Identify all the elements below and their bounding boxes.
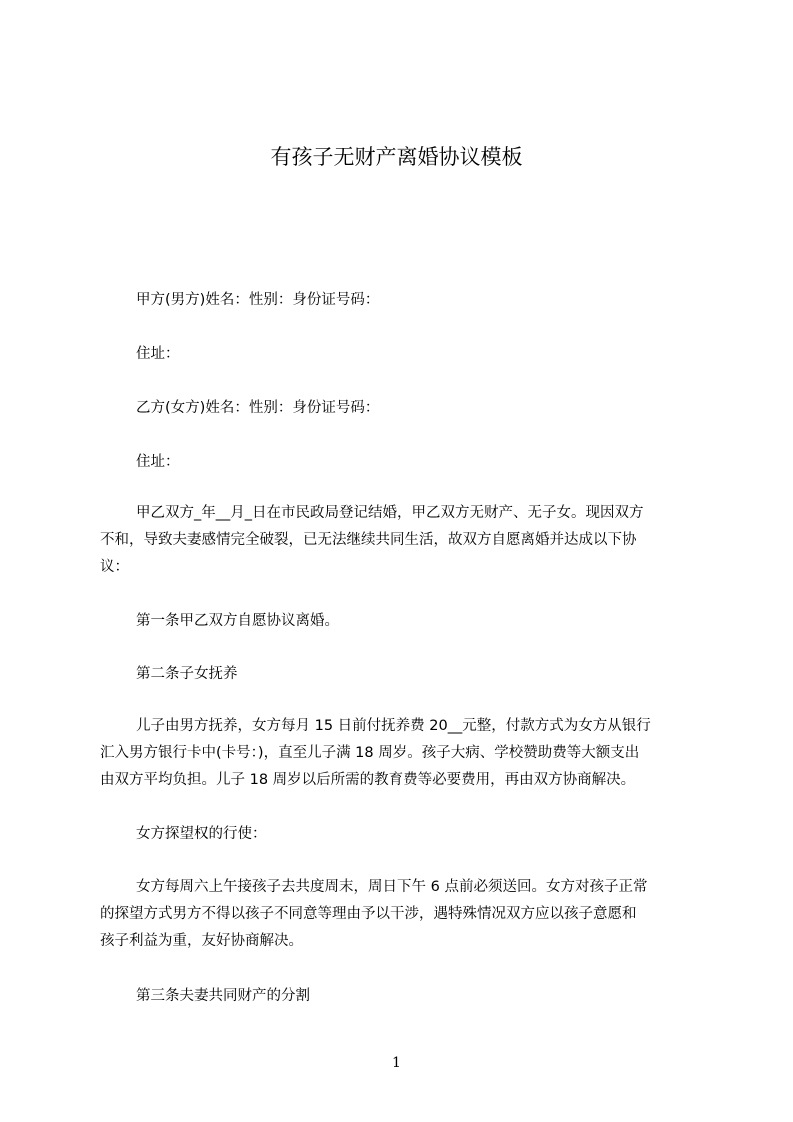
page-number: 1 [392, 1055, 401, 1071]
visitation-line: 孩子利益为重，友好协商解决。 [100, 933, 303, 949]
article-1: 第一条甲乙双方自愿协议离婚。 [136, 613, 339, 629]
support-line: 儿子由男方抚养，女方每月 15 日前付抚养费 20__元整，付款方式为女方从银行 [136, 718, 651, 734]
intro-line: 议： [100, 559, 129, 575]
support-line: 汇入男方银行卡中(卡号：)，直至儿子满 18 周岁。孩子大病、学校赞助费等大额支出 [100, 745, 640, 761]
article-3-heading: 第三条夫妻共同财产的分割 [136, 988, 310, 1004]
intro-paragraph [100, 500, 702, 581]
document-title: 有孩子无财产离婚协议模板 [270, 145, 523, 169]
intro-line: 不和，导致夫妻感情完全破裂，已无法继续共同生活，故双方自愿离婚并达成以下协 [100, 532, 637, 548]
visitation-line: 女方每周六上午接孩子去共度周末，周日下午 6 点前必须送回。女方对孩子正常 [136, 879, 648, 895]
visitation-heading: 女方探望权的行使： [136, 826, 267, 842]
party-b-line: 乙方(女方)姓名：性别：身份证号码： [136, 400, 380, 416]
support-line: 由双方平均负担。儿子 18 周岁以后所需的教育费等必要费用，再由双方协商解决。 [100, 772, 636, 788]
visitation-paragraph [100, 874, 702, 955]
party-a-address: 住址： [136, 346, 180, 362]
party-a-line: 甲方(男方)姓名：性别：身份证号码： [136, 292, 380, 308]
visitation-line: 的探望方式男方不得以孩子不同意等理由予以干涉，遇特殊情况双方应以孩子意愿和 [100, 906, 637, 922]
child-support-paragraph [100, 713, 702, 794]
party-b-address: 住址： [136, 454, 180, 470]
article-2-heading: 第二条子女抚养 [136, 666, 238, 682]
intro-line: 甲乙双方_年__月_日在市民政局登记结婚，甲乙双方无财产、无子女。现因双方 [136, 505, 644, 521]
